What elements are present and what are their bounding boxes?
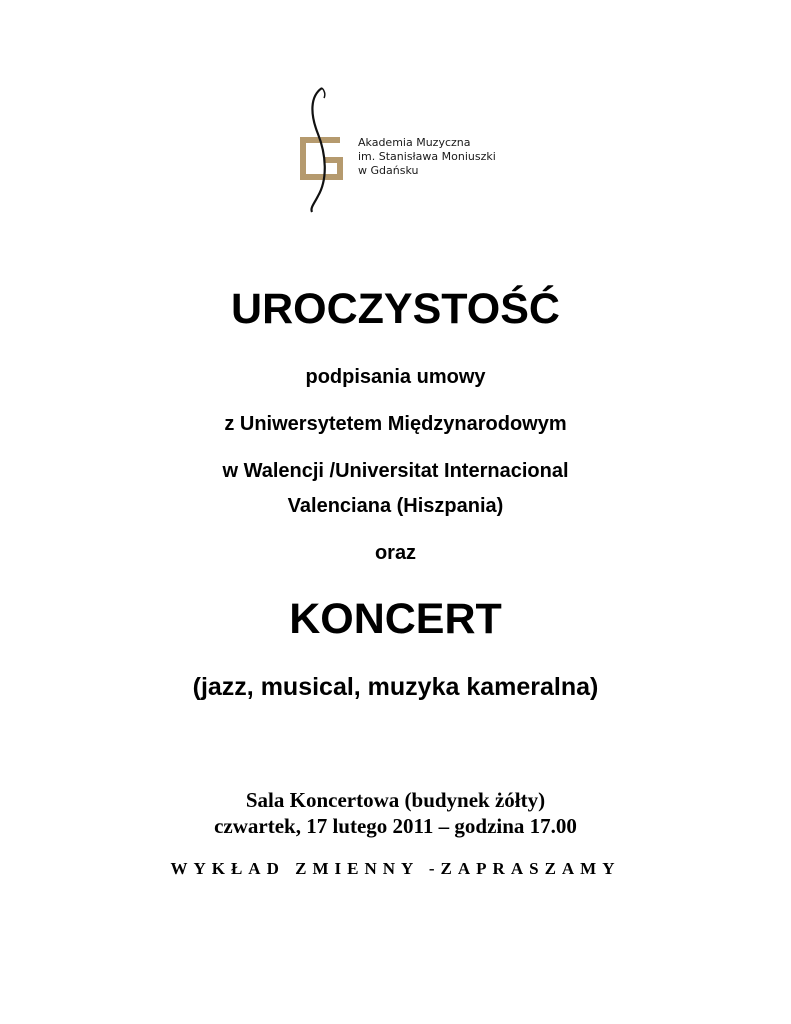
event-title: UROCZYSTOŚĆ — [231, 285, 560, 333]
concert-title: KONCERT — [289, 595, 502, 643]
event-subtitle-line-2: z Uniwersytetem Międzynarodowym — [224, 413, 567, 435]
academy-name — [358, 136, 496, 178]
academy-logo-mark — [300, 84, 360, 214]
date-time-text: czwartek, 17 lutego 2011 – godzina 17.00 — [214, 814, 577, 838]
academy-name-line-2: im. Stanisława Moniuszki — [358, 150, 496, 163]
event-subtitle-line-4: Valenciana (Hiszpania) — [287, 495, 504, 517]
academy-name-line-1: Akademia Muzyczna — [358, 136, 471, 149]
footer-invitation: WYKŁAD ZMIENNY -ZAPRASZAMY — [170, 859, 621, 878]
event-subtitle-line-3: w Walencji /Universitat Internacional — [222, 460, 569, 482]
venue-text: Sala Koncertowa (budynek żółty) — [245, 788, 546, 812]
academy-name-line-3: w Gdańsku — [358, 164, 419, 177]
concert-genres: (jazz, musical, muzyka kameralna) — [192, 673, 599, 701]
academy-logo — [300, 84, 496, 214]
conjunction-text: oraz — [374, 542, 417, 564]
event-subtitle-line-1: podpisania umowy — [305, 366, 486, 388]
